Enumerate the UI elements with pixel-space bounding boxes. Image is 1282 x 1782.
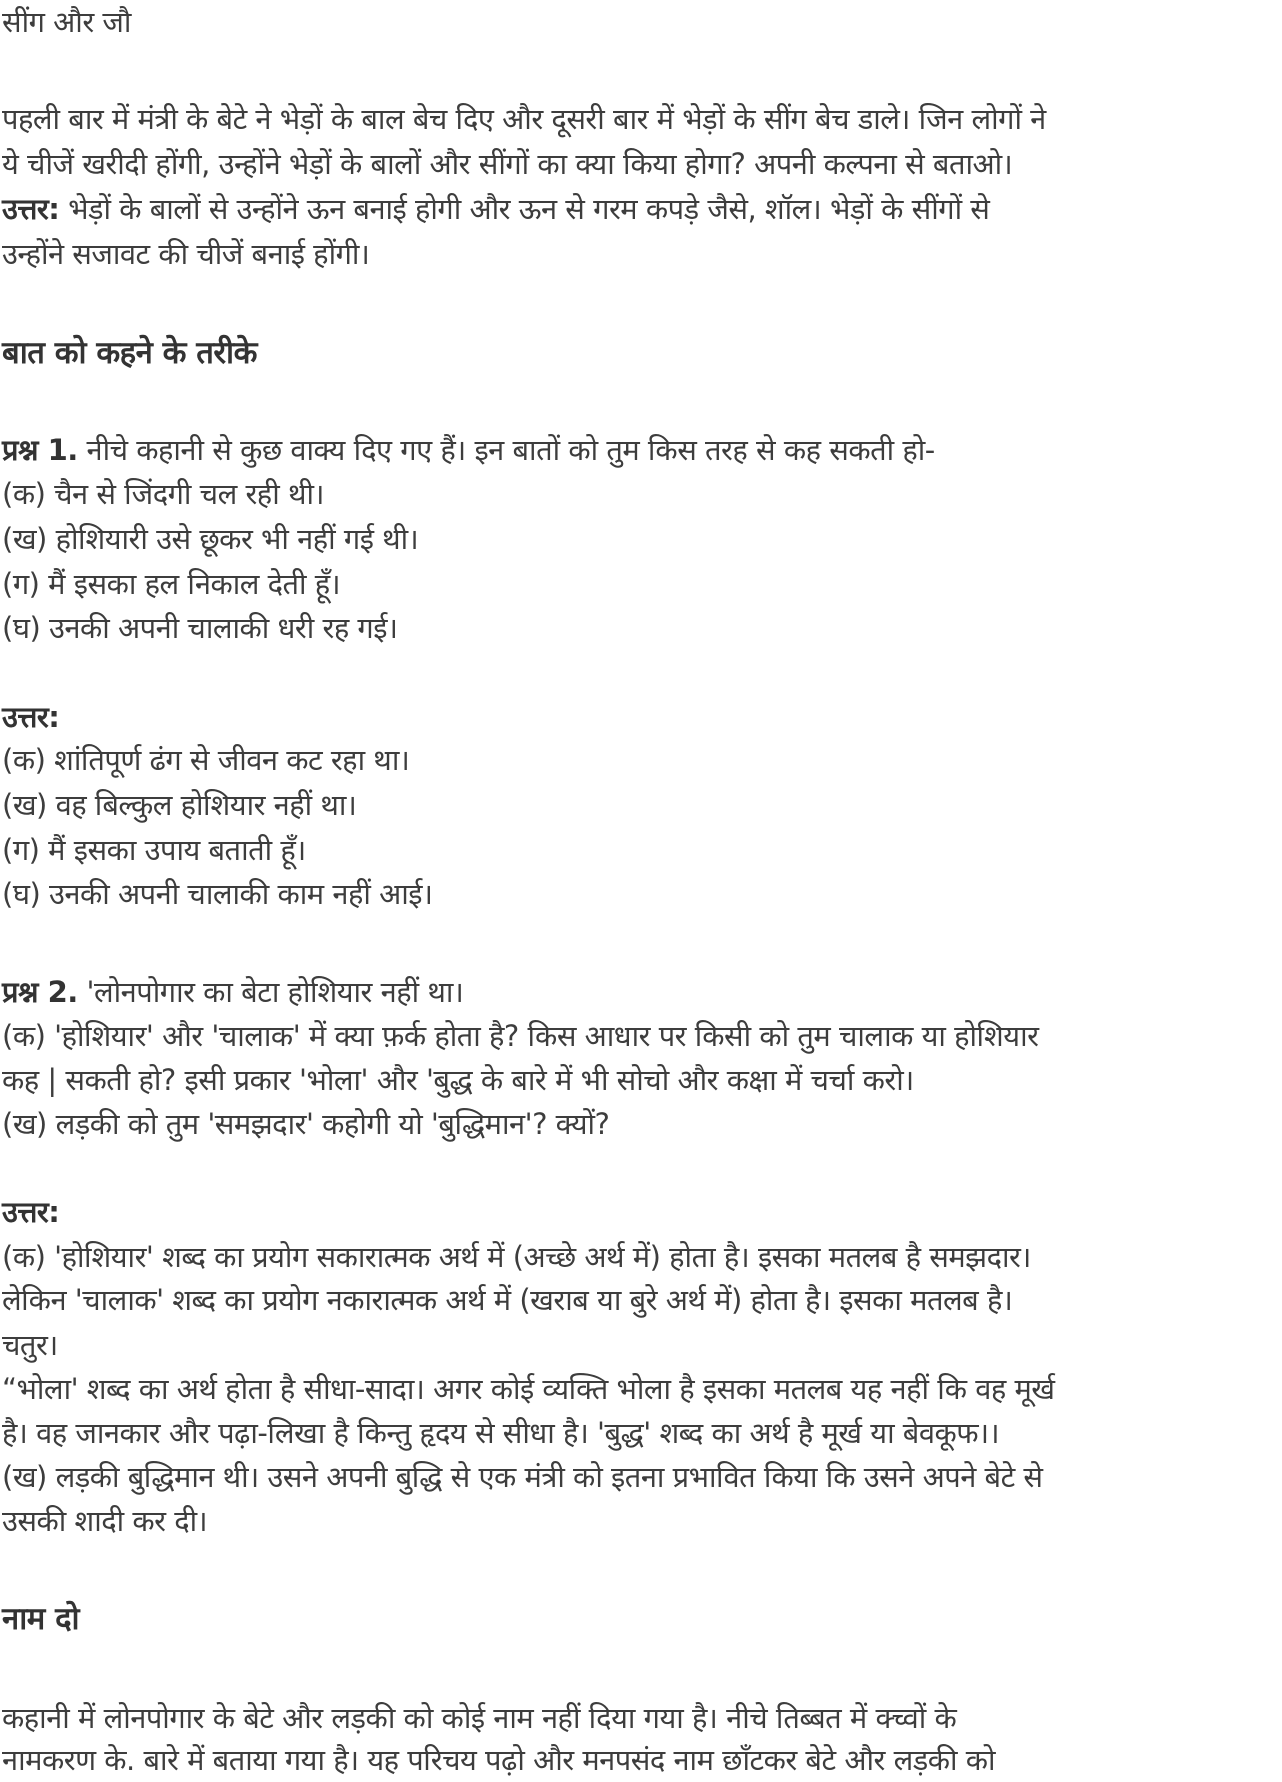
intro-line: ये चीजें खरीदी होंगी, उन्होंने भेड़ों के बालों और सींगों का क्या किया होगा? अपनी कल्पना से बताओ। bbox=[2, 147, 1013, 181]
question-item: (ग) मैं इसका हल निकाल देती हूँ। bbox=[2, 567, 341, 601]
answer-line: (ख) लड़की बुद्धिमान थी। उसने अपनी बुद्धि से एक मंत्री को इतना प्रभावित किया कि उसने अपने बेटे से bbox=[2, 1460, 1043, 1494]
section-heading: नाम दो bbox=[2, 1601, 80, 1637]
question-item: (घ) उनकी अपनी चालाकी धरी रह गई। bbox=[2, 611, 398, 645]
question-item: (ख) होशियारी उसे छूकर भी नहीं गई थी। bbox=[2, 522, 419, 556]
question-text: 'लोनपोगार का बेटा होशियार नहीं था। bbox=[77, 975, 464, 1009]
question-item: (क) चैन से जिंदगी चल रही थी। bbox=[2, 477, 324, 511]
question-2 bbox=[2, 970, 463, 1014]
question-1 bbox=[2, 428, 935, 472]
answer-label bbox=[2, 695, 59, 739]
answer-line: चतुर। bbox=[2, 1328, 58, 1362]
intro-line: पहली बार में मंत्री के बेटे ने भेड़ों के बाल बेच दिए और दूसरी बार में भेड़ों के सींग बेच डाले। जिन लोगों ने bbox=[2, 102, 1046, 136]
intro-answer-line: उन्होंने सजावट की चीजें बनाई होंगी। bbox=[2, 237, 370, 271]
answer-item: (घ) उनकी अपनी चालाकी काम नहीं आई। bbox=[2, 877, 433, 911]
question-line: कह | सकती हो? इसी प्रकार 'भोला' और 'बुद्ध के बारे में भी सोचो और कक्षा में चर्चा करो। bbox=[2, 1063, 914, 1097]
question-line: (क) 'होशियार' और 'चालाक' में क्या फ़र्क होता है? किस आधार पर किसी को तुम चालाक या होशियार bbox=[2, 1019, 1039, 1053]
answer-line: है। वह जानकार और पढ़ा-लिखा है किन्तु हृदय से सीधा है। 'बुद्ध' शब्द का अर्थ है मूर्ख या बेवकूफ।। bbox=[2, 1416, 1000, 1450]
answer-label bbox=[2, 1190, 59, 1234]
question-label: प्रश्न 1. bbox=[2, 433, 78, 467]
paragraph-line: नामकरण के. बारे में बताया गया है। यह परिचय पढ़ो और मनपसंद नाम छाँटकर बेटे और लड़की को bbox=[2, 1743, 996, 1777]
intro-answer-line bbox=[2, 187, 989, 231]
question-label: प्रश्न 2. bbox=[2, 975, 78, 1009]
answer-text: भेड़ों के बालों से उन्होंने ऊन बनाई होगी और ऊन से गरम कपड़े जैसे, शॉल। भेड़ों के सींगों से bbox=[59, 192, 990, 226]
question-text: नीचे कहानी से कुछ वाक्य दिए गए हैं। इन बातों को तुम किस तरह से कह सकती हो- bbox=[77, 433, 935, 467]
answer-item: (क) शांतिपूर्ण ढंग से जीवन कट रहा था। bbox=[2, 743, 410, 777]
answer-item: (ग) मैं इसका उपाय बताती हूँ। bbox=[2, 833, 306, 867]
answer-label-text: उत्तर: bbox=[2, 700, 60, 734]
answer-item: (ख) वह बिल्कुल होशियार नहीं था। bbox=[2, 788, 357, 822]
answer-label: उत्तर: bbox=[2, 192, 60, 226]
section-heading: बात को कहने के तरीके bbox=[2, 335, 257, 371]
answer-line: (क) 'होशियार' शब्द का प्रयोग सकारात्मक अर्थ में (अच्छे अर्थ में) होता है। इसका मतलब है समझदार। bbox=[2, 1240, 1031, 1274]
question-line: (ख) लड़की को तुम 'समझदार' कहोगी यो 'बुद्धिमान'? क्यों? bbox=[2, 1107, 610, 1141]
answer-line: लेकिन 'चालाक' शब्द का प्रयोग नकारात्मक अर्थ में (खराब या बुरे अर्थ में) होता है। इसका मतलब है। bbox=[2, 1283, 1013, 1317]
document-title: सींग और जौ bbox=[2, 5, 131, 39]
paragraph-line: कहानी में लोनपोगार के बेटे और लड़की को कोई नाम नहीं दिया गया है। नीचे तिब्बत में क्च्वों के bbox=[2, 1701, 957, 1735]
answer-line: उसकी शादी कर दी। bbox=[2, 1504, 208, 1538]
answer-label-text: उत्तर: bbox=[2, 1195, 60, 1229]
answer-line: “भोला' शब्द का अर्थ होता है सीधा-सादा। अगर कोई व्यक्ति भोला है इसका मतलब यह नहीं कि वह मूर्ख bbox=[2, 1372, 1055, 1406]
